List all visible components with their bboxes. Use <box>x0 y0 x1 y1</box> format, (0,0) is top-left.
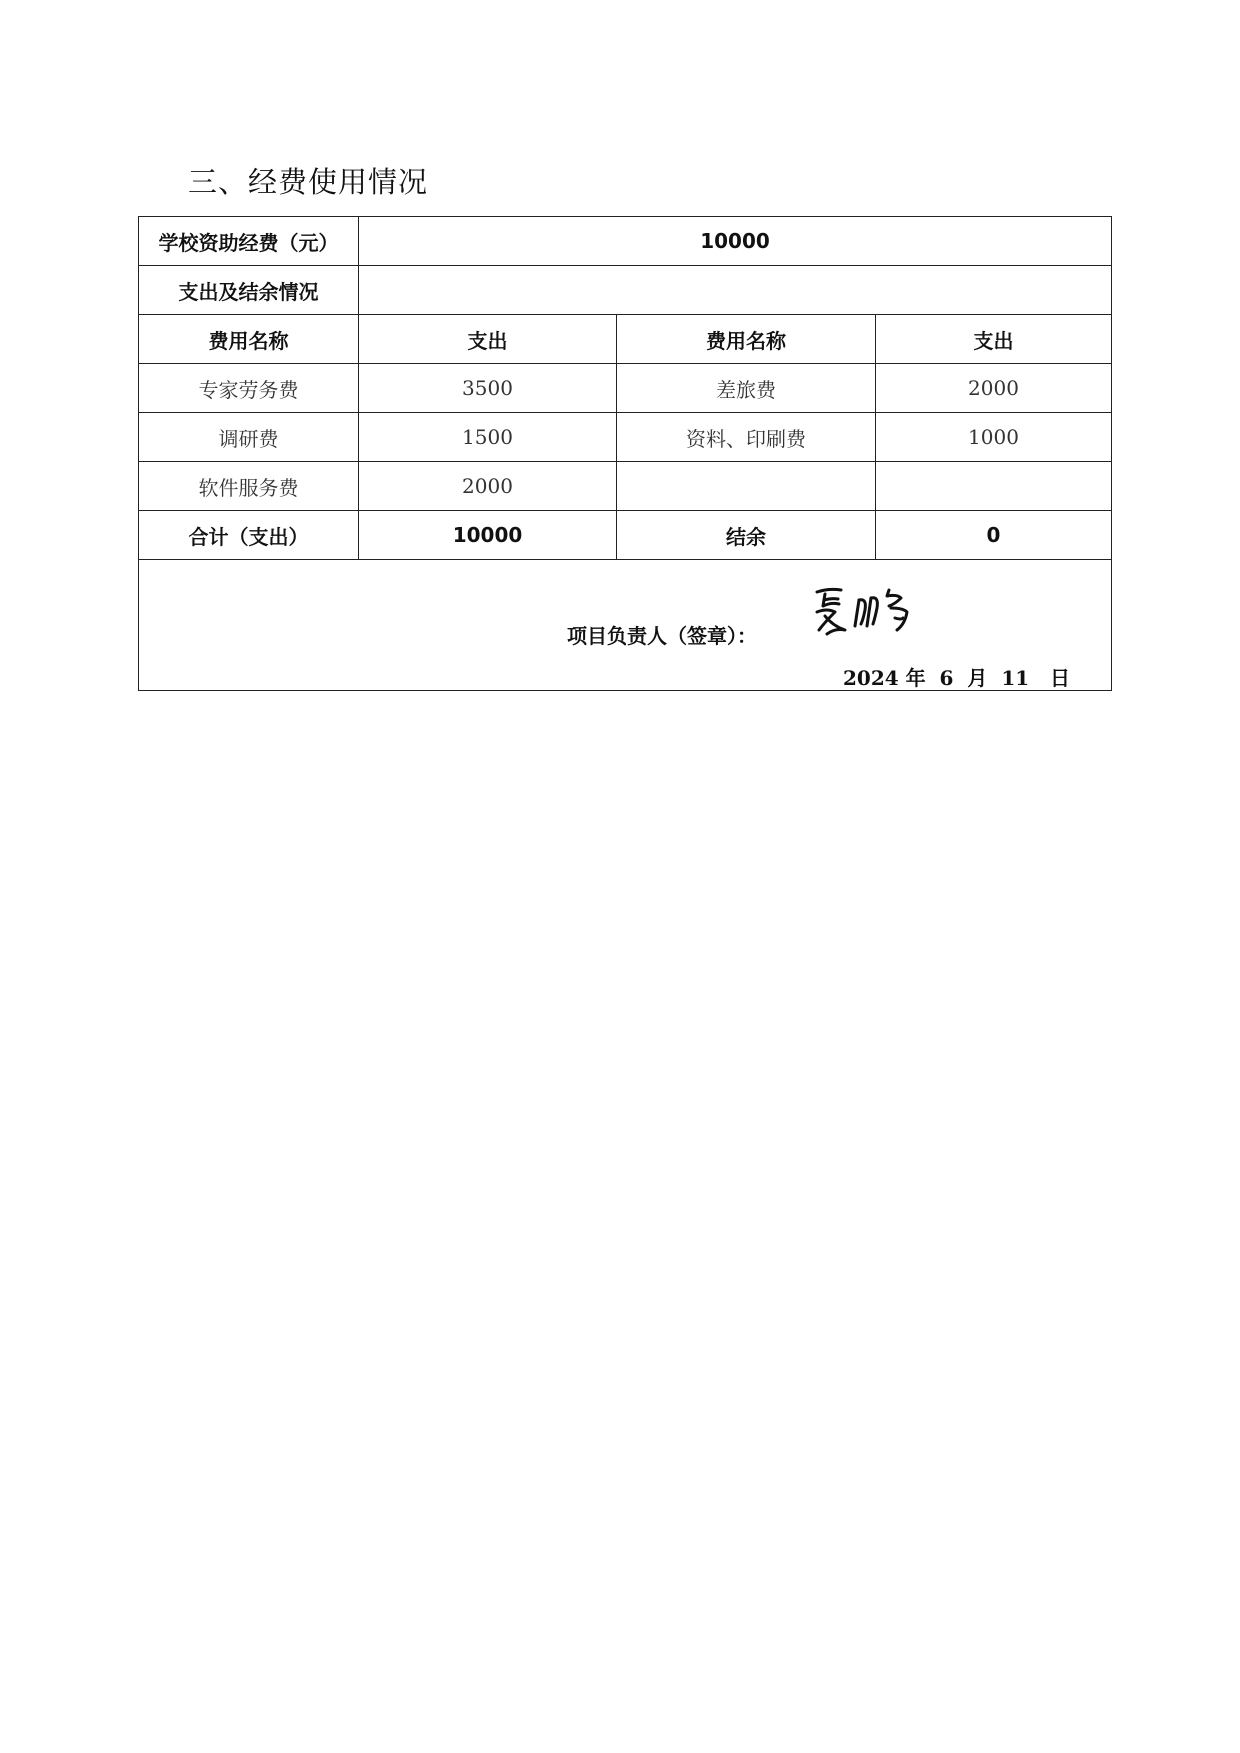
funding-label: 学校资助经费（元） <box>139 217 359 266</box>
signature-row <box>139 560 1112 691</box>
header-amount-2: 支出 <box>876 315 1112 364</box>
expense-amount: 1000 <box>876 413 1112 462</box>
expense-status-row <box>139 266 1112 315</box>
expense-name: 资料、印刷费 <box>617 413 876 462</box>
expense-name: 调研费 <box>139 413 359 462</box>
expense-amount: 3500 <box>359 364 617 413</box>
expense-amount: 1500 <box>359 413 617 462</box>
totals-row <box>139 511 1112 560</box>
header-row <box>139 315 1112 364</box>
funding-row <box>139 217 1112 266</box>
expense-amount: 2000 <box>359 462 617 511</box>
table-row <box>139 462 1112 511</box>
handwritten-signature <box>811 582 941 642</box>
expense-status-value <box>359 266 1112 315</box>
header-amount-1: 支出 <box>359 315 617 364</box>
expense-name <box>617 462 876 511</box>
expense-name: 差旅费 <box>617 364 876 413</box>
signature-date: 2024 年 6 月 11 日 <box>843 666 1071 690</box>
balance-value: 0 <box>876 511 1112 560</box>
header-name-1: 费用名称 <box>139 315 359 364</box>
expense-amount: 2000 <box>876 364 1112 413</box>
balance-label: 结余 <box>617 511 876 560</box>
expense-status-label: 支出及结余情况 <box>139 266 359 315</box>
signature-cell <box>139 560 1112 691</box>
table-row <box>139 364 1112 413</box>
header-name-2: 费用名称 <box>617 315 876 364</box>
signature-label: 项目负责人（签章）： <box>567 624 757 648</box>
budget-table <box>138 216 1112 691</box>
expense-name: 软件服务费 <box>139 462 359 511</box>
total-value: 10000 <box>359 511 617 560</box>
total-label: 合计（支出） <box>139 511 359 560</box>
table-row <box>139 413 1112 462</box>
funding-value: 10000 <box>359 217 1112 266</box>
section-title: 三、经费使用情况 <box>188 165 429 199</box>
expense-name: 专家劳务费 <box>139 364 359 413</box>
expense-amount <box>876 462 1112 511</box>
